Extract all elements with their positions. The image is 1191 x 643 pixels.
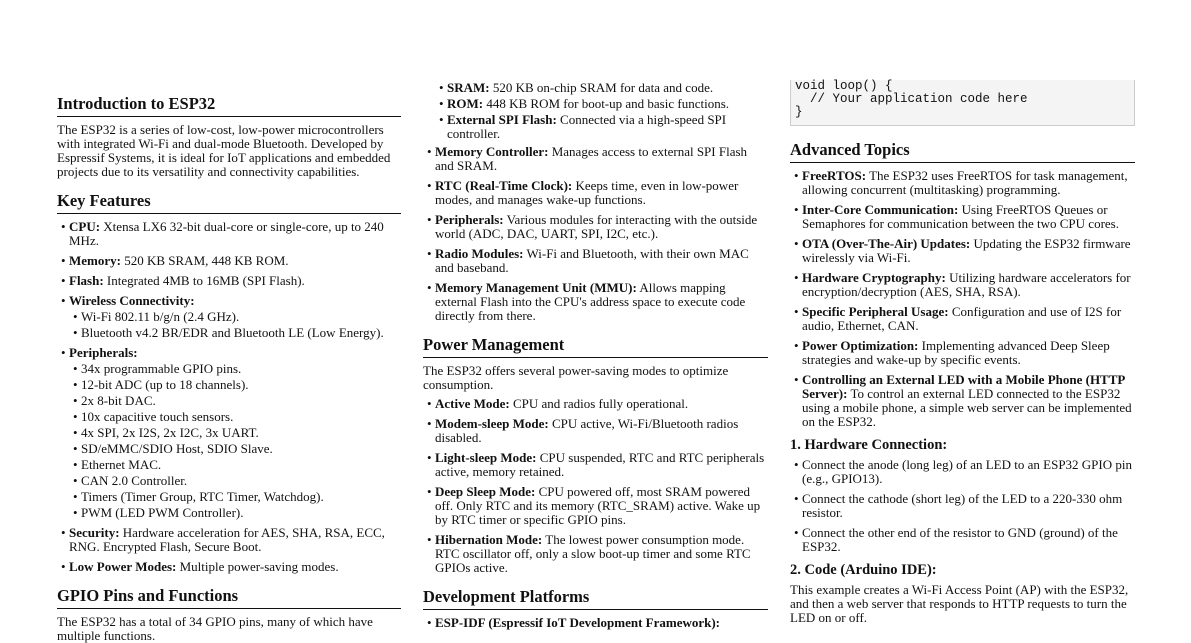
list-item: • ROM: 448 KB ROM for boot-up and basic functions. [435,97,768,111]
list-item: • Wi-Fi 802.11 b/g/n (2.4 GHz). [69,310,401,324]
dev-heading: Development Platforms [423,587,768,610]
list-item: • Controlling an External LED with a Mobile Phone (HTTP Server): To control an external LED connected to the ESP32 using a mobile phone, a simple web server can be implemented on the ESP32. [790,373,1135,429]
list-item: • Memory Controller: Manages access to external SPI Flash and SRAM. [423,145,768,173]
list-item: • PWM (LED PWM Controller). [69,506,401,520]
list-item: • SD/eMMC/SDIO Host, SDIO Slave. [69,442,401,456]
features-list [57,220,401,574]
list-item: • Connect the other end of the resistor to GND (ground) of the ESP32. [790,526,1135,554]
gpio-text: The ESP32 has a total of 34 GPIO pins, many of which have multiple functions. [57,614,373,643]
list-item: • Hibernation Mode: The lowest power consumption mode. RTC oscillator off, only a slow boot-up timer and some RTC GPIOs active. [423,533,768,575]
intro-heading: Introduction to ESP32 [57,94,401,117]
wireless-sublist [69,310,401,340]
list-item: • Timers (Timer Group, RTC Timer, Watchdog). [69,490,401,504]
list-item: • Connect the anode (long leg) of an LED to an ESP32 GPIO pin (e.g., GPIO13). [790,458,1135,486]
architecture-list [423,145,768,323]
list-item: • Peripherals: • 34x programmable GPIO pins. • 12-bit ADC (up to 18 channels). • 2x 8-bit DAC. • 10x capacitive touch sensors. • 4x SPI, 2x I2S, 2x I2C, 3x UART. • SD/eMMC/SDIO Host, SDIO Slave. • Ethernet MAC. • CAN 2.0 Controller. • Timers (Timer Group, RTC Timer, Watchdog). • PWM (LED PWM Controller). [57,346,401,520]
list-item: • Low Power Modes: Multiple power-saving modes. [57,560,401,574]
hardware-steps-list [790,458,1135,554]
list-item: • Memory Management Unit (MMU): Allows mapping external Flash into the CPU's address space to execute code directly from there. [423,281,768,323]
list-item: • FreeRTOS: The ESP32 uses FreeRTOS for task management, allowing concurrent (multitasking) programming. [790,169,1135,197]
list-item: • Hardware Cryptography: Utilizing hardware accelerators for encryption/decryption (AES, SHA, RSA). [790,271,1135,299]
list-item: • CPU: Xtensa LX6 32-bit dual-core or single-core, up to 240 MHz. [57,220,401,248]
intro-text: The ESP32 is a series of low-cost, low-power microcontrollers with integrated Wi-Fi and dual-mode Bluetooth. Developed by Espressif Systems, it is ideal for IoT applications and embedded projects due to its versatility and connectivity capabilities. [57,122,391,179]
dev-platforms-list [423,616,768,630]
list-item: • Inter-Core Communication: Using FreeRTOS Queues or Semaphores for communication between the two CPU cores. [790,203,1135,231]
list-item: • OTA (Over-The-Air) Updates: Updating the ESP32 firmware wirelessly via Wi-Fi. [790,237,1135,265]
list-item: • Flash: Integrated 4MB to 16MB (SPI Flash). [57,274,401,288]
list-item: • Memory: 520 KB SRAM, 448 KB ROM. [57,254,401,268]
code-heading: 2. Code (Arduino IDE): [790,562,937,578]
list-item: • 34x programmable GPIO pins. [69,362,401,376]
list-item: • External SPI Flash: Connected via a high-speed SPI controller. [435,113,768,141]
list-item: • Ethernet MAC. [69,458,401,472]
power-heading: Power Management [423,335,768,358]
list-item: • CAN 2.0 Controller. [69,474,401,488]
list-item: • 2x 8-bit DAC. [69,394,401,408]
list-item: • Connect the cathode (short leg) of the LED to a 220-330 ohm resistor. [790,492,1135,520]
memory-sublist [435,81,768,141]
advanced-heading: Advanced Topics [790,140,1135,163]
list-item: • Wireless Connectivity: • Wi-Fi 802.11 b/g/n (2.4 GHz). • Bluetooth v4.2 BR/EDR and Bluetooth LE (Low Energy). [57,294,401,340]
list-item: • 4x SPI, 2x I2S, 2x I2C, 3x UART. [69,426,401,440]
list-item: • Modem-sleep Mode: CPU active, Wi-Fi/Bluetooth radios disabled. [423,417,768,445]
list-item: • SRAM: 520 KB on-chip SRAM for data and code. [435,81,768,95]
hardware-connection-heading: 1. Hardware Connection: [790,437,948,453]
list-item: • Deep Sleep Mode: CPU powered off, most SRAM powered off. Only RTC and its memory (RTC_SRAM) active. Wake up by RTC timer or specific GPIO pins. [423,485,768,527]
power-text: The ESP32 offers several power-saving modes to optimize consumption. [423,363,729,392]
list-item: • Bluetooth v4.2 BR/EDR and Bluetooth LE (Low Energy). [69,326,401,340]
column-3 [790,0,1135,626]
column-2 [423,0,768,630]
list-item: • Light-sleep Mode: CPU suspended, RTC and RTC peripherals active, memory retained. [423,451,768,479]
code-description: This example creates a Wi-Fi Access Point (AP) with the ESP32, and then a web server that responds to HTTP requests to turn the LED on or off. [790,582,1129,625]
list-item: • Specific Peripheral Usage: Configuration and use of I2S for audio, Ethernet, CAN. [790,305,1135,333]
code-block: void loop() { // Your application code here } [790,80,1135,126]
list-item: • 12-bit ADC (up to 18 channels). [69,378,401,392]
gpio-heading: GPIO Pins and Functions [57,586,401,609]
list-item: • Security: Hardware acceleration for AES, SHA, RSA, ECC, RNG. Encrypted Flash, Secure Boot. [57,526,401,554]
power-modes-list [423,397,768,575]
list-item: • 10x capacitive touch sensors. [69,410,401,424]
advanced-list [790,169,1135,429]
list-item: • Power Optimization: Implementing advanced Deep Sleep strategies and wake-up by specific events. [790,339,1135,367]
column-1 [57,0,401,643]
peripherals-sublist [69,362,401,520]
list-item: • Active Mode: CPU and radios fully operational. [423,397,768,411]
list-item: • Radio Modules: Wi-Fi and Bluetooth, with their own MAC and baseband. [423,247,768,275]
list-item: • RTC (Real-Time Clock): Keeps time, even in low-power modes, and manages wake-up functions. [423,179,768,207]
list-item: • ESP-IDF (Espressif IoT Development Framework): [423,616,768,630]
list-item: • Peripherals: Various modules for interacting with the outside world (ADC, DAC, UART, SPI, I2C, etc.). [423,213,768,241]
features-heading: Key Features [57,191,401,214]
